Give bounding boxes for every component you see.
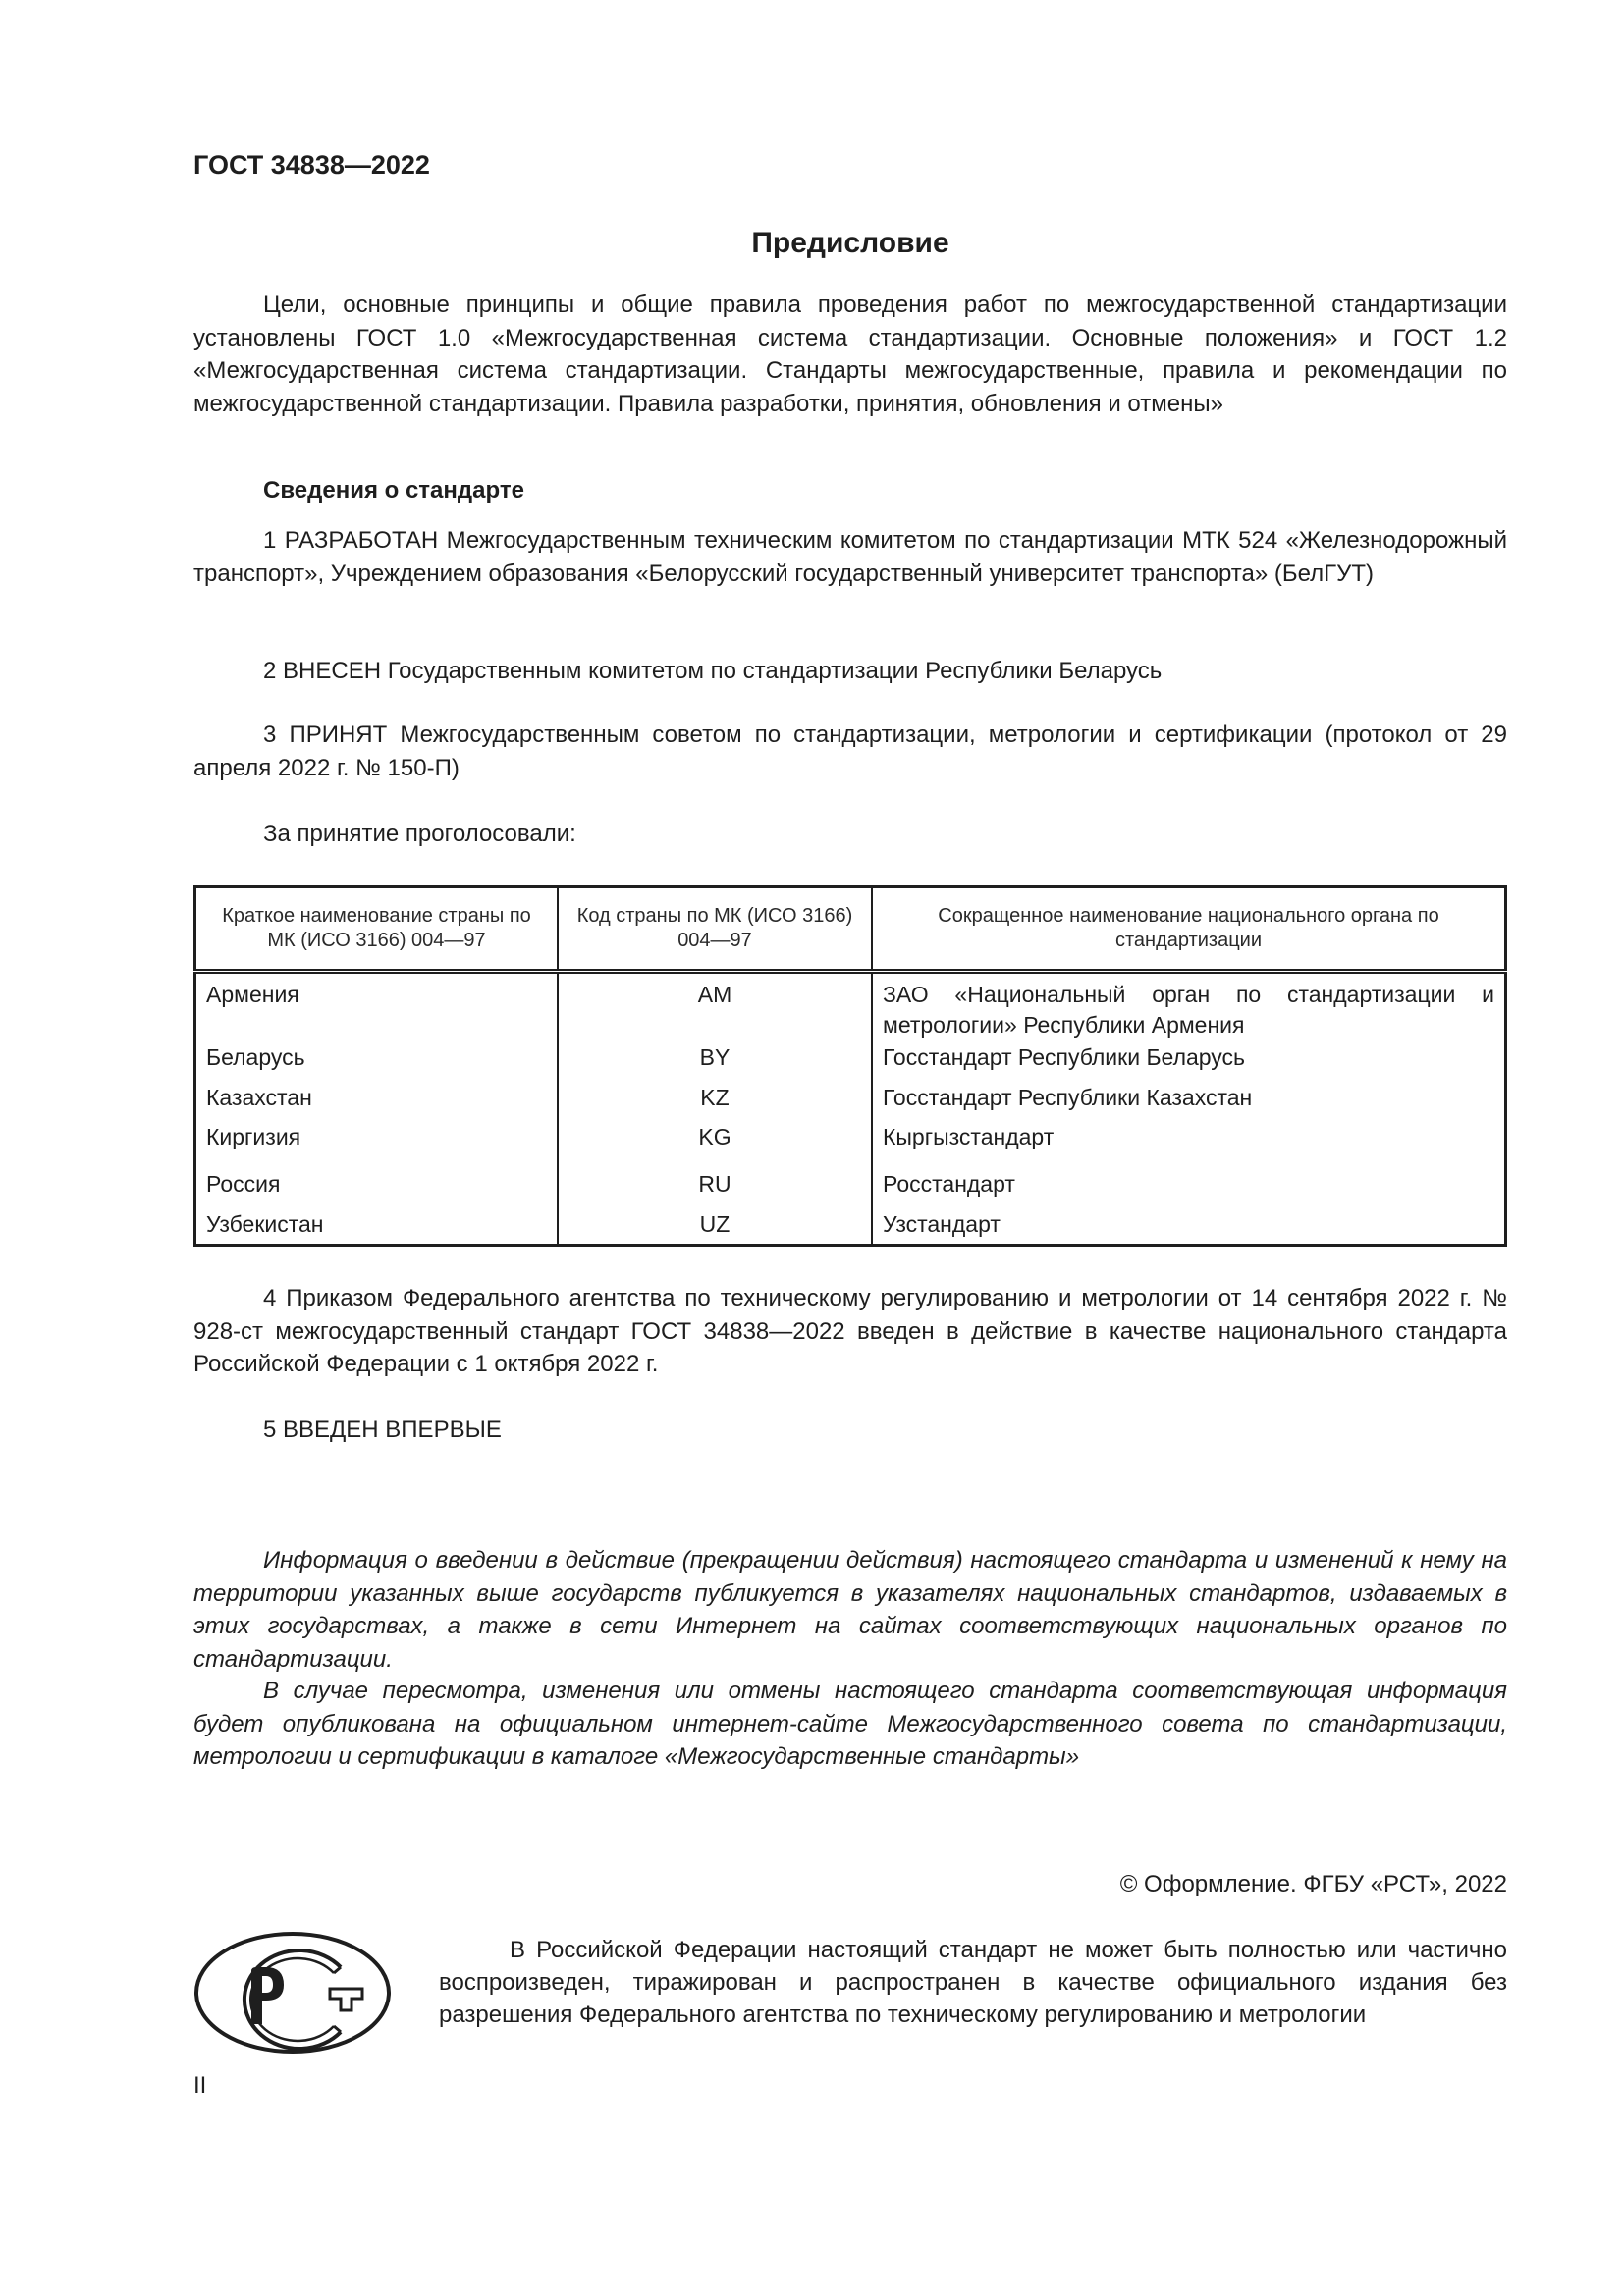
country-code: BY <box>558 1041 872 1081</box>
country-code: RU <box>558 1167 872 1207</box>
intro-paragraph: Цели, основные принципы и общие правила проведения работ по межгосударственной стандартизации установлены ГОСТ 1.0 «Межгосударственная система стандартизации. Основные положения» и ГОСТ 1.2 «Межгосударственная система стандартизации. Стандарты межгосударственные, правила и рекомендации по межгосударственной стандартизации. Правила разработки, принятия, обновления и отмены» <box>193 292 1507 417</box>
document-code: ГОСТ 34838—2022 <box>193 150 430 180</box>
header-country-code: Код страны по МК (ИСО 3166) 004—97 <box>558 887 872 972</box>
table-row <box>195 1167 1506 1207</box>
table-header-row <box>195 887 1506 972</box>
national-body: Кыргызстандарт <box>883 1124 1055 1149</box>
item-submitted: 2 ВНЕСЕН Государственным комитетом по стандартизации Республики Беларусь <box>263 658 1163 684</box>
header-national-body: Сокращенное наименование национального органа по стандартизации <box>872 887 1506 972</box>
notice-paragraph-publication: Информация о введении в действие (прекращении действия) настоящего стандарта и изменений к нему на территории указанных выше государств публикуется в указателях национальных стандартов, издаваемых в этих государствах, а также в сети Интернет на сайтах соответствующих национальных органов по стандартизации. <box>193 1547 1507 1673</box>
national-body: Госстандарт Республики Казахстан <box>883 1085 1253 1110</box>
table-row <box>195 1081 1506 1120</box>
country-code: KG <box>558 1120 872 1167</box>
page-title: Предисловие <box>751 227 949 259</box>
national-body: Госстандарт Республики Беларусь <box>883 1044 1246 1070</box>
country-code: AM <box>558 972 872 1041</box>
standard-info-heading: Сведения о стандарте <box>263 477 524 504</box>
table-row <box>195 1120 1506 1167</box>
country-code: KZ <box>558 1081 872 1120</box>
national-body: Росстандарт <box>883 1171 1015 1197</box>
rst-logo-icon <box>193 1930 392 2056</box>
country-name: Россия <box>195 1167 559 1207</box>
national-body: Узстандарт <box>883 1211 1001 1237</box>
item-enacted: 4 Приказом Федерального агентства по техническому регулированию и метрологии от 14 сентября 2022 г. № 928-ст межгосударственный стандарт ГОСТ 34838—2022 введен в действие в качестве национального стандарта Российской Федерации с 1 октября 2022 г. <box>193 1285 1507 1377</box>
header-country-name: Краткое наименование страны по МК (ИСО 3166) 004—97 <box>195 887 559 972</box>
member-states-table <box>193 885 1507 1247</box>
table-row <box>195 972 1506 1041</box>
voted-label: За принятие проголосовали: <box>263 821 576 847</box>
country-name: Беларусь <box>195 1041 559 1081</box>
country-name: Казахстан <box>195 1081 559 1120</box>
country-code: UZ <box>558 1207 872 1245</box>
table-row <box>195 1041 1506 1081</box>
rst-logo-graphic <box>193 1930 392 2056</box>
country-name: Узбекистан <box>195 1207 559 1245</box>
reproduction-rights-notice: В Российской Федерации настоящий стандарт не может быть полностью или частично воспроизведен, тиражирован и распространен в качестве официального издания без разрешения Федерального агентства по техническому регулированию и метрологии <box>439 1937 1507 2028</box>
country-name: Киргизия <box>195 1120 559 1167</box>
item-adopted: 3 ПРИНЯТ Межгосударственным советом по стандартизации, метрологии и сертификации (протокол от 29 апреля 2022 г. № 150-П) <box>193 721 1507 781</box>
copyright-notice: © Оформление. ФГБУ «РСТ», 2022 <box>1119 1871 1507 1897</box>
national-body: ЗАО «Национальный орган по стандартизации и метрологии» Республики Армения <box>883 982 1494 1038</box>
country-name: Армения <box>195 972 559 1041</box>
page-number: II <box>193 2072 207 2099</box>
item-developed: 1 РАЗРАБОТАН Межгосударственным техническим комитетом по стандартизации МТК 524 «Железнодорожный транспорт», Учреждением образования «Белорусский государственный университет транспорта» (БелГУТ) <box>193 527 1507 587</box>
notice-paragraph-revision: В случае пересмотра, изменения или отмены настоящего стандарта соответствующая информация будет опубликована на официальном интернет-сайте Межгосударственного совета по стандартизации, метрологии и сертификации в каталоге «Межгосударственные стандарты» <box>193 1678 1507 1770</box>
item-first-introduced: 5 ВВЕДЕН ВПЕРВЫЕ <box>263 1416 502 1443</box>
table-row <box>195 1207 1506 1245</box>
